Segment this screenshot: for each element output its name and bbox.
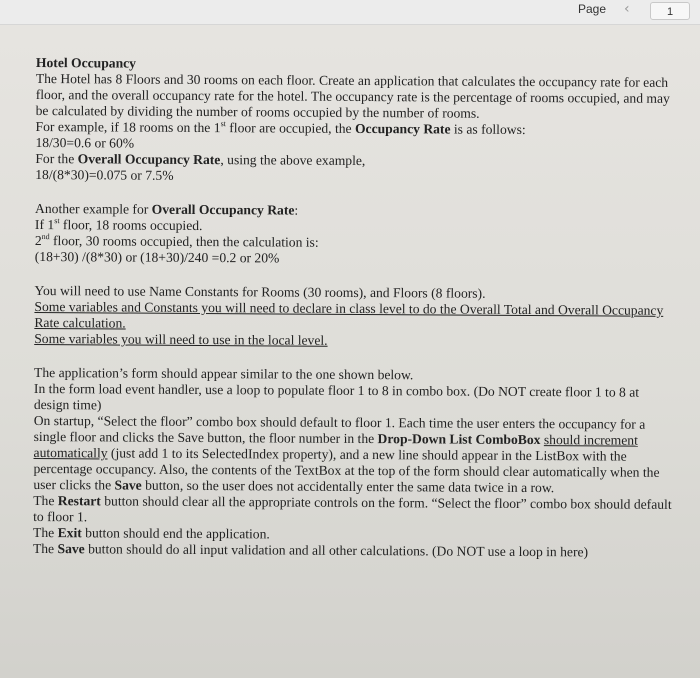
calc-line: (18+30) /(8*30) or (18+30)/240 =0.2 or 20% xyxy=(34,248,280,266)
document-page xyxy=(0,25,700,678)
local-level-note: Some variables you will need to use in the local level. xyxy=(34,330,328,348)
example-calc: 18/30=0.6 or 60% xyxy=(35,134,135,151)
example-line: For example, if 18 rooms on the 1st floor are occupied, the Occupancy Rate is as follows: xyxy=(35,118,526,137)
viewer-toolbar xyxy=(0,0,700,25)
constants-line: You will need to use Name Constants for Rooms (30 rooms), and Floors (8 floors). xyxy=(34,282,486,301)
first-floor-line: If 1st floor, 18 rooms occupied. xyxy=(34,216,203,234)
second-floor-line: 2nd floor, 30 rooms occupied, then the calculation is: xyxy=(34,232,319,250)
restart-paragraph: The Restart button should clear all the appropriate controls on the form. “Select the floor” combo box should default to floor 1. xyxy=(33,492,672,525)
page-number-field[interactable]: 1 xyxy=(650,2,690,20)
chevron-left-icon[interactable]: ‹ xyxy=(624,1,630,17)
overall-line: For the Overall Occupancy Rate, using the above example, xyxy=(35,150,366,169)
overall-calc: 18/(8*30)=0.075 or 7.5% xyxy=(35,166,174,183)
document-body xyxy=(33,55,676,561)
save-paragraph: The Save button should do all input validation and all other calculations. (Do NOT use a loop in here) xyxy=(32,540,589,560)
exit-paragraph: The Exit button should end the application. xyxy=(33,524,270,542)
doc-title: Hotel Occupancy xyxy=(35,55,137,71)
class-level-note: Some variables and Constants you will need to declare in class level to do the Overall Total and Overall Occupancy Rate calculation. xyxy=(34,298,664,331)
form-shown-line: The application’s form should appear similar to the one shown below. xyxy=(34,364,414,383)
startup-paragraph: On startup, “Select the floor” combo box should default to floor 1. Each time the user enters the occupancy for a single floor and clicks the Save button, the floor number in the Drop-Down List ComboBox should increment automatically (just add 1 to its SelectedIndex property), and a new line should appear in the ListBox with the percentage occupancy. Also, the contents of the TextBox at the top of the form should clear automatically when the user clicks the Save button, so the user does not accidentally enter the same data twice in a row. xyxy=(33,412,660,496)
another-example-heading: Another example for Overall Occupancy Rate: xyxy=(35,200,299,218)
form-load-paragraph: In the form load event handler, use a loop to populate floor 1 to 8 in combo box. (Do NOT create floor 1 to 8 at design time) xyxy=(33,380,640,413)
intro-paragraph: The Hotel has 8 Floors and 30 rooms on each floor. Create an application that calculates the occupancy rate for each floor, and the overall occupancy rate for the hotel. The occupancy rate is the percentage of rooms occupied, and may be calculated by dividing the number of rooms occupied by the number of rooms. xyxy=(35,70,670,121)
page-label: Page xyxy=(578,2,607,16)
